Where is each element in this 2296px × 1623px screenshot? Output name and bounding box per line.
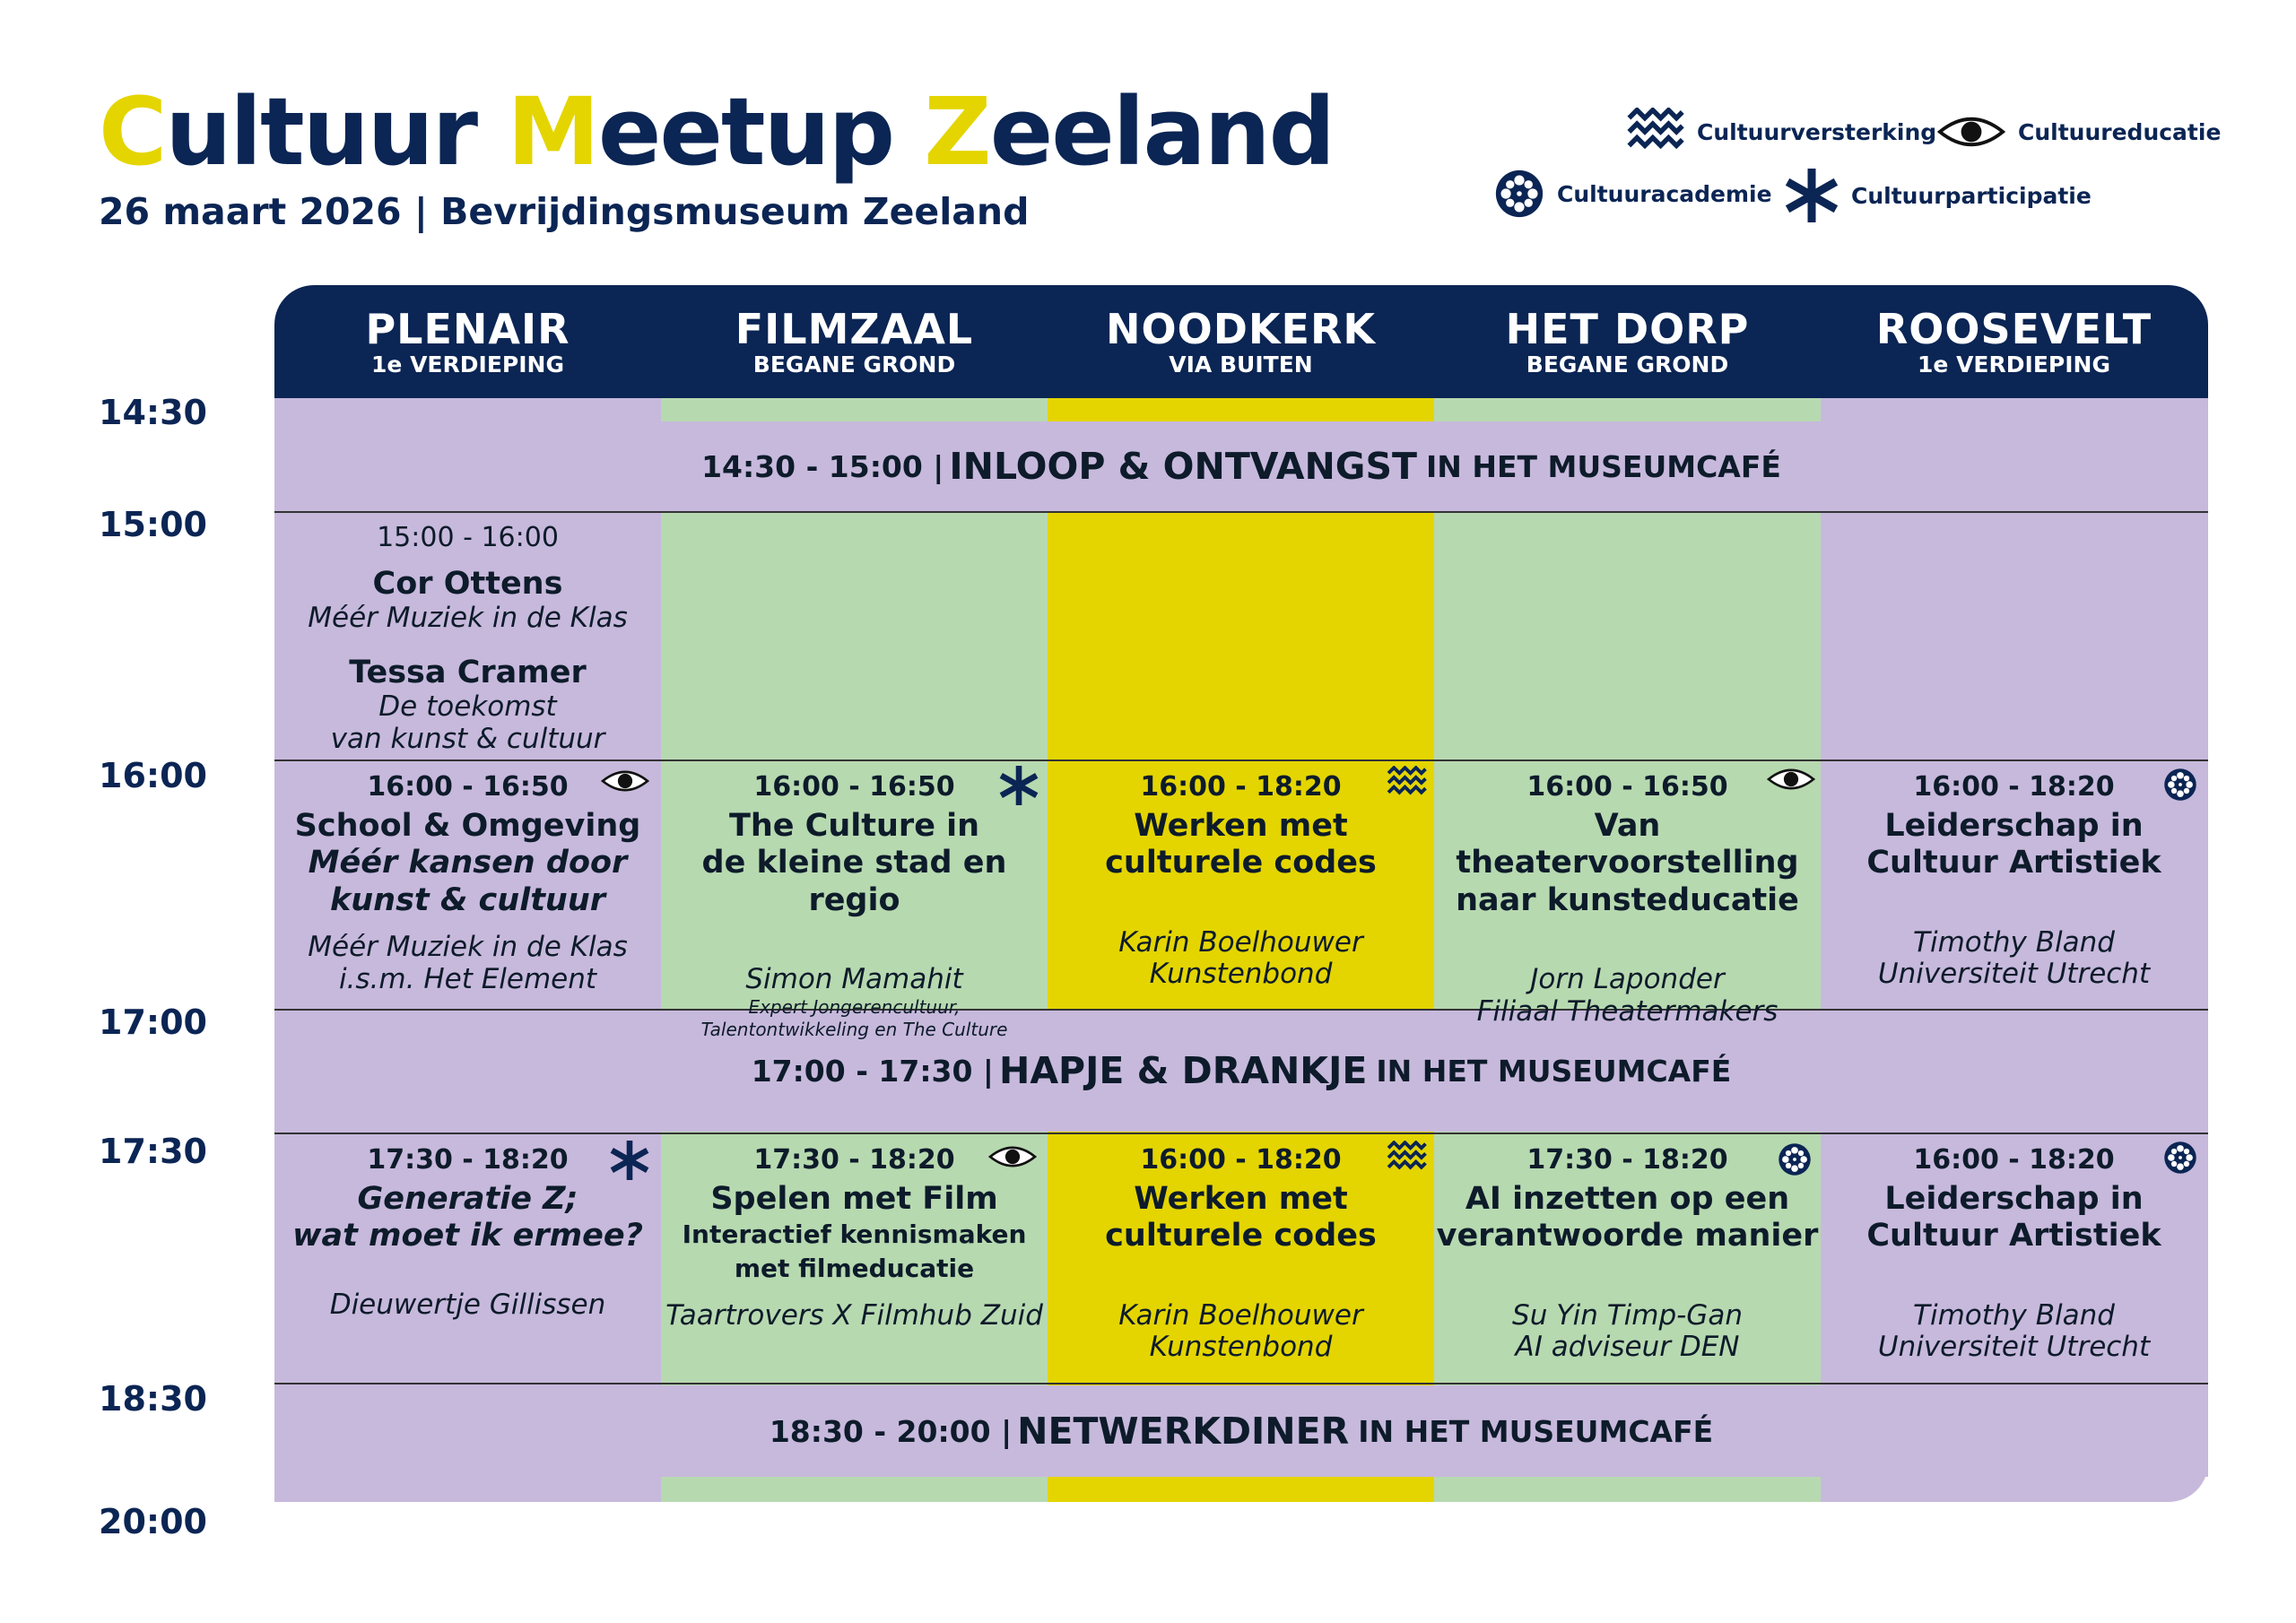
film-reel-icon — [1778, 1142, 1812, 1176]
waves-icon — [1386, 1141, 1427, 1175]
time-label: 16:00 — [99, 756, 207, 795]
event-subtitle: 26 maart 2026 | Bevrijdingsmuseum Zeeland — [99, 190, 1030, 233]
session-leiderschap: 16:00 - 18:20 Leiderschap in Cultuur Artistiek Timothy Bland Universiteit Utrecht — [1866, 771, 2161, 991]
waves-icon — [1386, 766, 1427, 800]
eye-icon — [1767, 767, 1815, 792]
legend-cultuurversterking — [1625, 108, 1936, 156]
legend-cultuuracademie — [1494, 169, 1772, 219]
time-label: 15:00 — [99, 505, 207, 544]
page-title: Cultuur Meetup Zeeland — [99, 77, 1335, 187]
time-label: 18:30 — [99, 1379, 207, 1419]
eye-icon — [1937, 115, 2005, 149]
legend-label: Cultuurversterking — [1697, 118, 1937, 145]
session-plenary: 15:00 - 16:00 Cor Ottens Méér Muziek in de Klas Tessa Cramer De toekomst van kunst & cultuur — [308, 522, 628, 755]
band-netwerkdiner: 18:30 - 20:00 | NETWERKDINER IN HET MUSEUMCAFÉ — [274, 1385, 2208, 1477]
session-the-culture: 16:00 - 16:50 The Culture in de kleine stad en regio Simon Mamahit Expert Jongerencultuur, Talentontwikkeling en The Culture — [700, 771, 1008, 1040]
room-header — [274, 285, 2208, 398]
band-hapje: 17:00 - 17:30 | HAPJE & DRANKJE IN HET MUSEUMCAFÉ — [274, 1010, 2208, 1132]
room-roosevelt: ROOSEVELT 1e VERDIEPING — [1875, 305, 2152, 378]
eye-icon — [988, 1144, 1037, 1169]
film-reel-icon — [1494, 169, 1544, 219]
eye-icon — [601, 768, 649, 794]
room-noodkerk: NOODKERK VIA BUITEN — [1105, 305, 1377, 378]
time-label: 17:30 — [99, 1132, 207, 1171]
legend-cultuureducatie — [1937, 115, 2221, 149]
legend-label: Cultuureducatie — [2018, 118, 2222, 145]
time-label: 17:00 — [99, 1002, 207, 1042]
time-label: 20:00 — [99, 1502, 207, 1541]
divider — [274, 759, 2208, 761]
room-filmzaal: FILMZAAL BEGANE GROND — [735, 305, 974, 378]
legend-label: Cultuurparticipatie — [1851, 182, 2092, 209]
session-culturele-codes-2: 16:00 - 18:20 Werken met culturele codes Karin Boelhouwer Kunstenbond — [1105, 1144, 1377, 1364]
waves-icon — [1625, 108, 1684, 156]
legend-label: Cultuuracademie — [1557, 180, 1772, 207]
asterisk-icon — [610, 1141, 649, 1180]
session-generatie-z: 17:30 - 18:20 Generatie Z; wat moet ik ermee? Dieuwertje Gillissen — [292, 1144, 643, 1321]
film-reel-icon — [2163, 1141, 2197, 1175]
session-culturele-codes: 16:00 - 18:20 Werken met culturele codes Karin Boelhouwer Kunstenbond — [1105, 771, 1377, 991]
session-theatervoorstelling: 16:00 - 16:50 Van theatervoorstelling naar kunsteducatie Jorn Laponder Filiaal Theatermakers — [1456, 771, 1799, 1028]
room-het-dorp: HET DORP BEGANE GROND — [1505, 305, 1750, 378]
divider — [274, 1009, 2208, 1011]
session-leiderschap-2: 16:00 - 18:20 Leiderschap in Cultuur Artistiek Timothy Bland Universiteit Utrecht — [1866, 1144, 2161, 1364]
time-label: 14:30 — [99, 393, 207, 432]
divider — [274, 1383, 2208, 1384]
session-spelen-met-film: 17:30 - 18:20 Spelen met Film Interactief kennismaken met filmeducatie Taartrovers X Filmhub Zuid — [665, 1144, 1043, 1332]
legend-cultuurparticipatie — [1785, 169, 2092, 222]
asterisk-icon — [1785, 169, 1839, 222]
asterisk-icon — [999, 766, 1039, 805]
film-reel-icon — [2163, 768, 2197, 802]
band-inloop: 14:30 - 15:00 | INLOOP & ONTVANGST IN HET MUSEUMCAFÉ — [274, 421, 2208, 511]
room-plenair: PLENAIR 1e VERDIEPING — [365, 305, 570, 378]
session-ai-inzetten: 17:30 - 18:20 AI inzetten op een verantwoorde manier Su Yin Timp-Gan AI adviseur DEN — [1436, 1144, 1819, 1364]
divider — [274, 1133, 2208, 1134]
session-school-omgeving: 16:00 - 16:50 School & Omgeving Méér kansen door kunst & cultuur Méér Muziek in de Klas i.s.m. Het Element — [294, 771, 641, 995]
